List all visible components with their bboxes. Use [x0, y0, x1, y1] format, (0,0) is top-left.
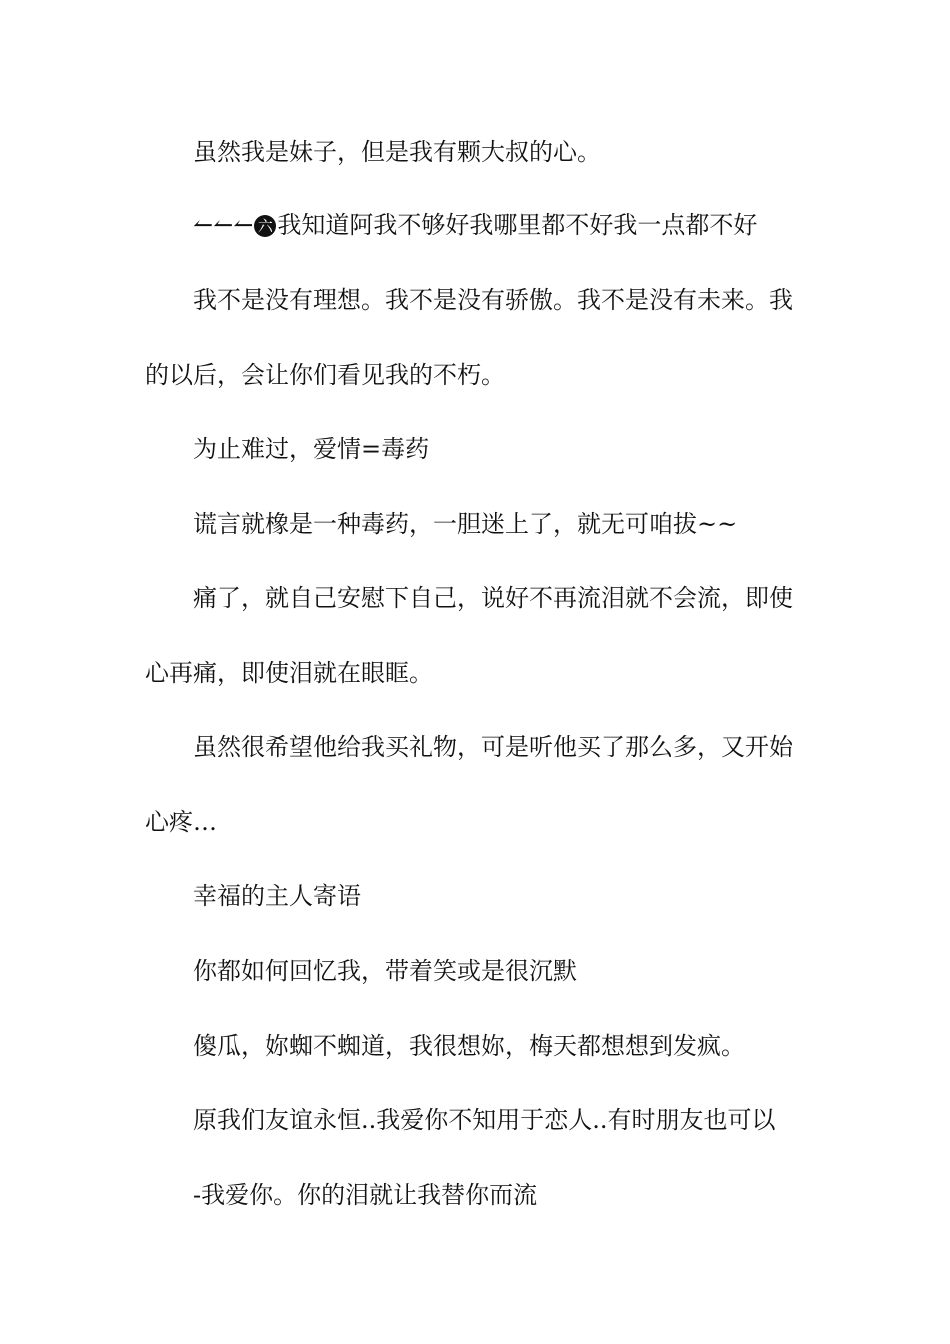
paragraph-8: 幸福的主人寄语: [193, 882, 361, 910]
paragraph-11: 原我们友谊永恒..我爱你不知用于恋人..有时朋友也可以: [193, 1106, 776, 1134]
paragraph-2: [193, 210, 757, 240]
paragraph-6-line-1: 痛了，就自己安慰下自己，说好不再流泪就不会流，即使: [193, 584, 793, 612]
paragraph-5: 谎言就橡是一种毒药，一胆迷上了，就无可咱拔~~: [193, 510, 738, 538]
paragraph-1: 虽然我是妹子，但是我有颗大叔的心。: [193, 138, 601, 166]
paragraph-7-line-2: 心疼…: [145, 808, 217, 836]
paragraph-6-line-2: 心再痛，即使泪就在眼眶。: [145, 659, 433, 687]
paragraph-9: 你都如何回忆我，带着笑或是很沉默: [193, 957, 577, 985]
paragraph-3-line-1: 我不是没有理想。我不是没有骄傲。我不是没有未来。我: [193, 286, 793, 314]
paragraph-3-line-2: 的以后，会让你们看见我的不朽。: [145, 361, 505, 389]
paragraph-12: -我爱你。你的泪就让我替你而流: [193, 1181, 538, 1209]
paragraph-2-text: 我知道阿我不够好我哪里都不好我一点都不好: [277, 211, 758, 239]
arrow-prefix: ↼↼↼: [193, 211, 254, 239]
paragraph-7-line-1: 虽然很希望他给我买礼物，可是听他买了那么多，又开始: [193, 733, 793, 761]
paragraph-10: 傻瓜，妳蜘不蜘道，我很想妳，梅天都想想到发疯。: [193, 1032, 745, 1060]
circled-number-badge: 六: [254, 215, 276, 237]
paragraph-4: 为止难过，爱情=毒药: [193, 435, 430, 463]
